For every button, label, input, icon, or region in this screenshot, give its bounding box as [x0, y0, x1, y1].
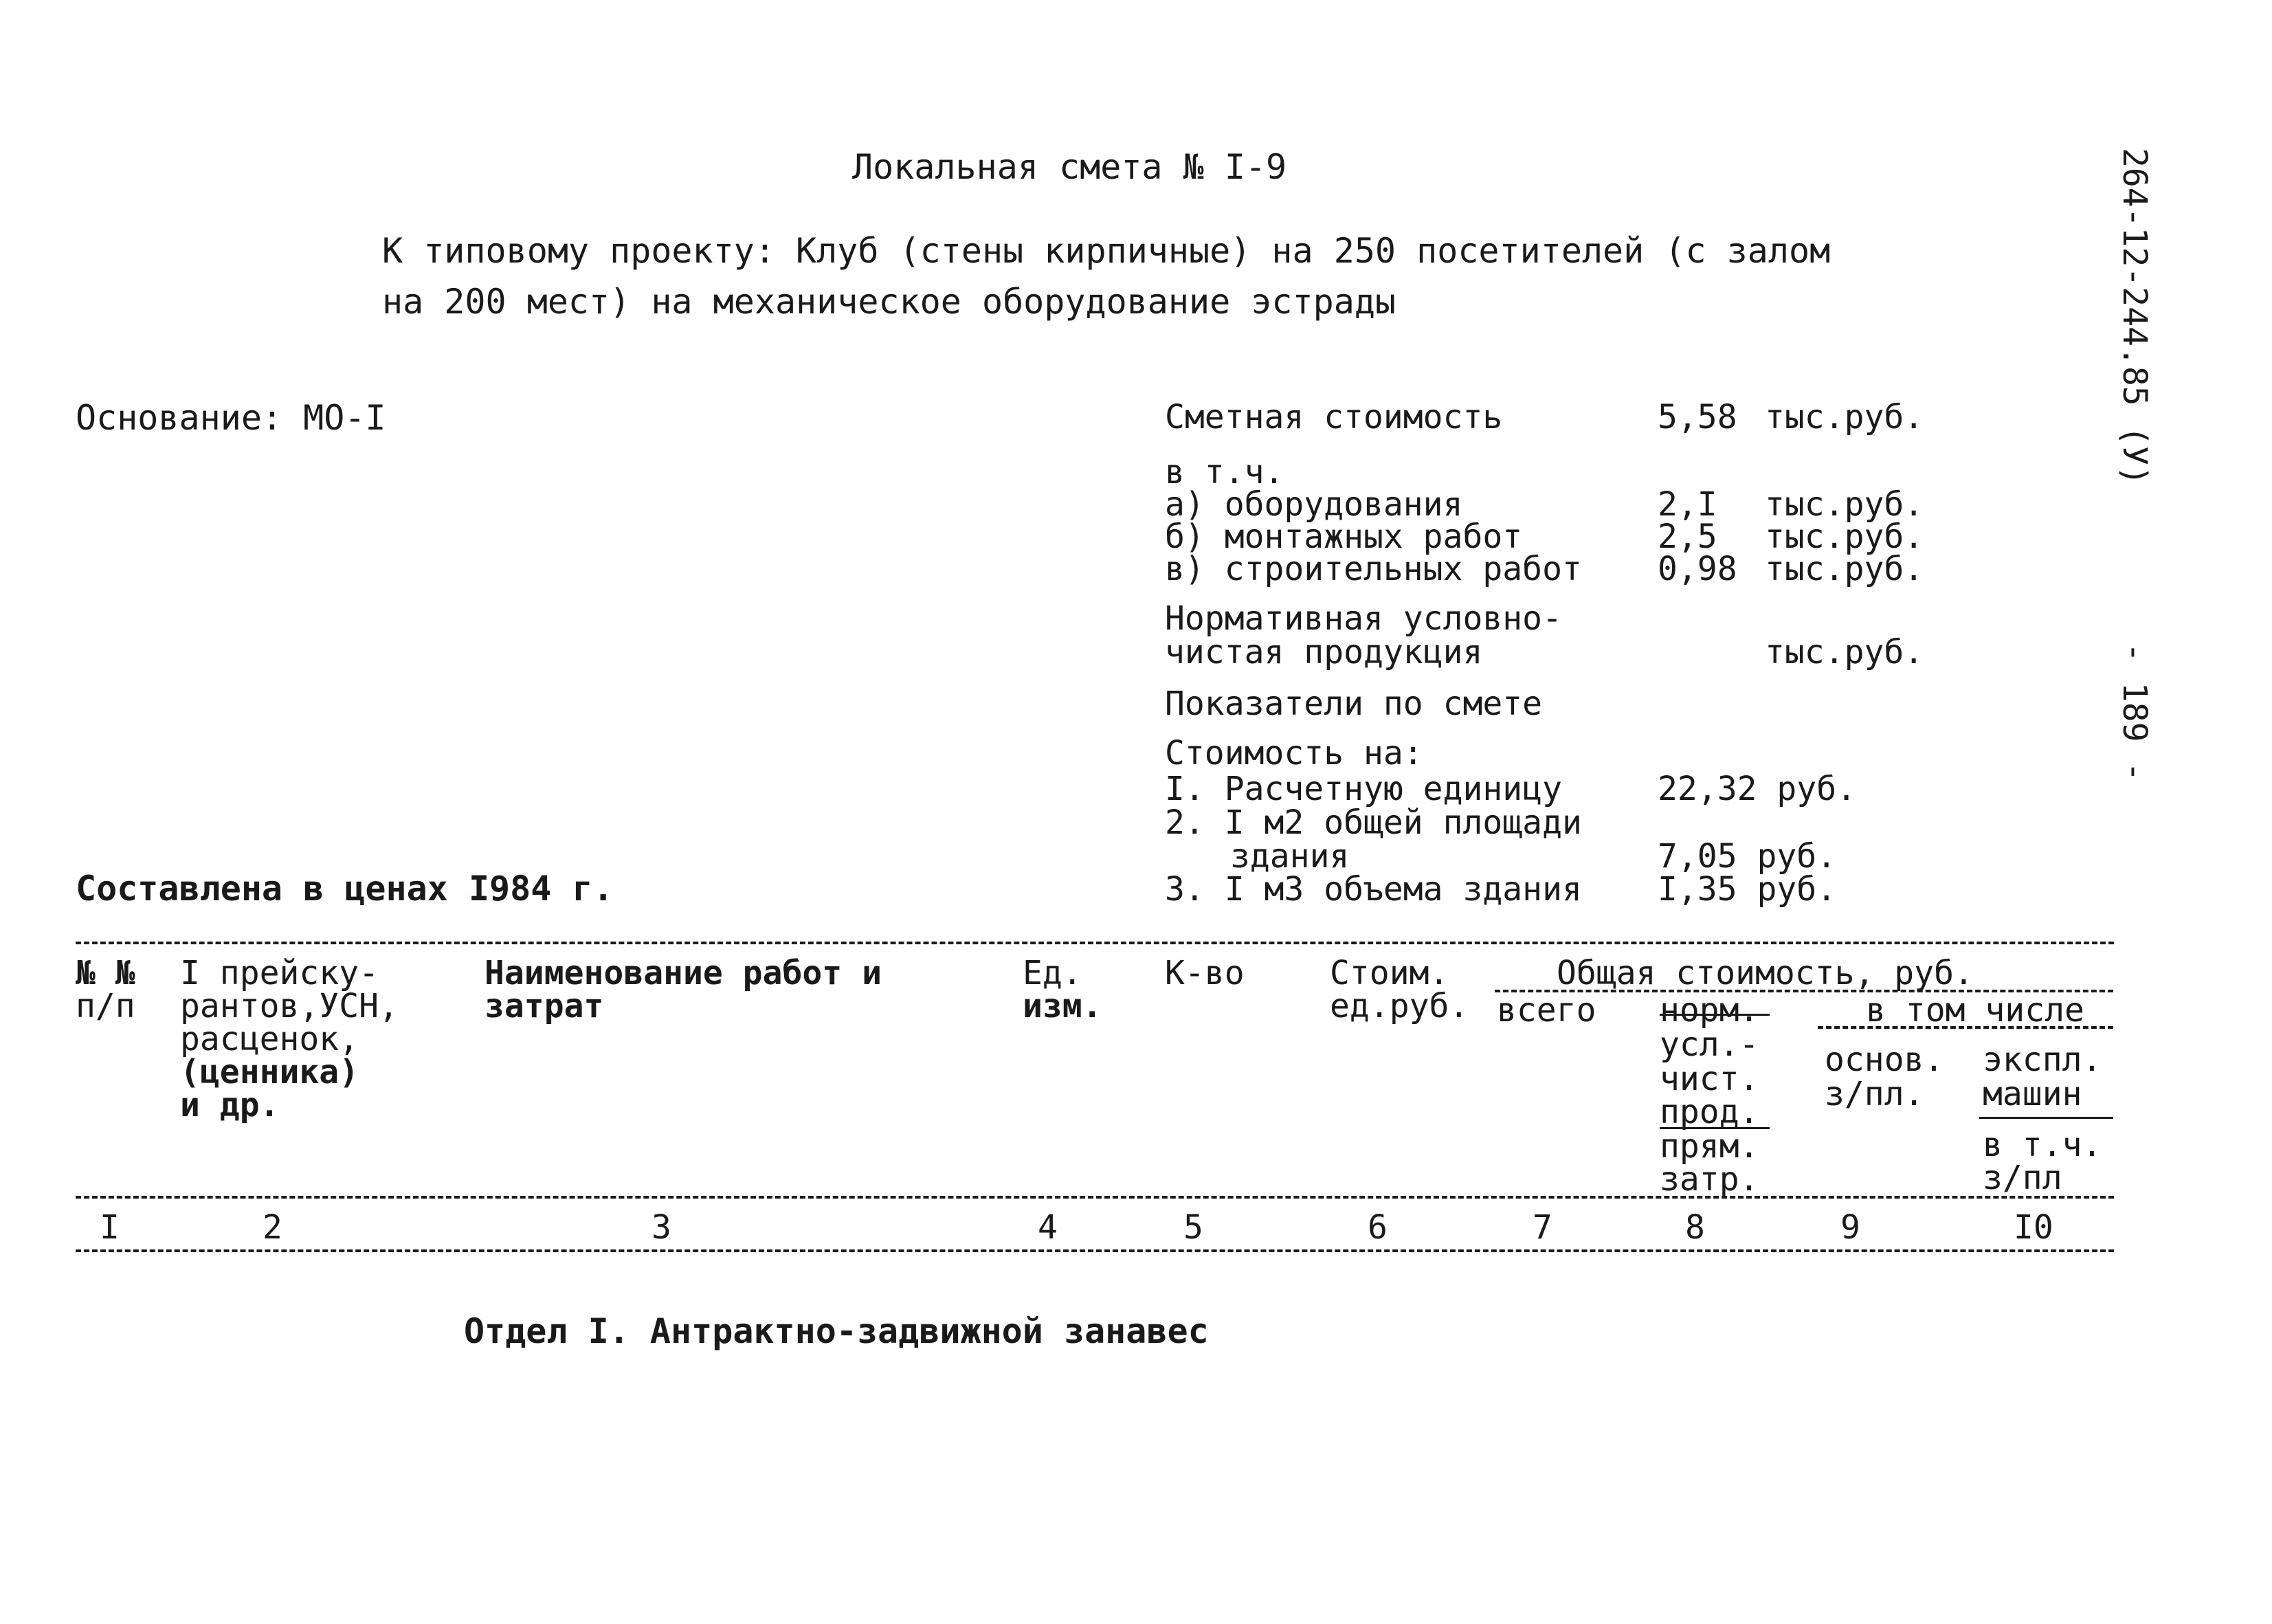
col-pricelist-line-5: и др. — [180, 1086, 280, 1124]
construction-value: 0,98 — [1658, 550, 1737, 588]
column-number-5: 5 — [1183, 1208, 1203, 1247]
column-number-9: 9 — [1840, 1208, 1860, 1247]
prices-year-label: Составлена в ценах I984 г. — [76, 869, 614, 909]
cost-per-label: Стоимость на: — [1165, 734, 1423, 772]
col-unit-line-2: изм. — [1023, 987, 1102, 1025]
side-page-number: - 189 - — [2115, 643, 2154, 782]
col-machines-line-2: машин — [1983, 1075, 2082, 1113]
table-header-bottom-rule — [76, 1196, 2114, 1199]
column-number-6: 6 — [1368, 1208, 1388, 1247]
col-number-header-line-2: п/п — [76, 987, 135, 1025]
normative-label-line-1: Нормативная условно- — [1165, 599, 1562, 638]
table-numbers-bottom-rule — [76, 1249, 2114, 1252]
column-number-1: I — [100, 1208, 120, 1247]
col-pricelist-line-4: (ценника) — [180, 1053, 359, 1091]
col-base-wage-line-1: основ. — [1825, 1041, 1944, 1079]
column-number-7: 7 — [1533, 1208, 1552, 1247]
column-number-8: 8 — [1685, 1208, 1705, 1247]
including-label: в т.ч. — [1165, 453, 1284, 491]
col-name-line-1: Наименование работ и — [485, 954, 882, 992]
basis-label: Основание: МО-I — [76, 398, 386, 438]
col-norm-line-1: норм. — [1660, 991, 1759, 1030]
per-m3-value: I,35 руб. — [1658, 870, 1837, 909]
per-unit-value: 22,32 руб. — [1658, 770, 1856, 808]
section-title: Отдел I. Антрактно-задвижной занавес — [464, 1311, 1209, 1351]
column-number-2: 2 — [263, 1208, 282, 1247]
normative-unit: тыс.руб. — [1765, 633, 1924, 671]
installation-unit: тыс.руб. — [1765, 518, 1924, 556]
col-unit-cost-line-1: Стоим. — [1330, 954, 1449, 992]
per-m2-label-line-2: здания — [1230, 837, 1350, 876]
col-norm-line-5: прям. — [1660, 1127, 1759, 1166]
per-m3-label: 3. I м3 объема здания — [1165, 870, 1582, 909]
col-machines-line-4: з/пл — [1983, 1159, 2062, 1197]
col-quantity: К-во — [1165, 954, 1245, 992]
equipment-value: 2,I — [1658, 485, 1717, 524]
col-pricelist-line-2: рантов,УСН, — [180, 987, 399, 1025]
column-number-4: 4 — [1038, 1208, 1058, 1247]
per-m2-label-line-1: 2. I м2 общей площади — [1165, 803, 1582, 842]
col-norm-line-3: чист. — [1660, 1060, 1759, 1098]
project-subject-line-2: на 200 мест) на механическое оборудование эстрады — [382, 282, 1396, 322]
col-pricelist-line-1: I прейску- — [180, 954, 379, 992]
normative-label-line-2: чистая продукция — [1165, 633, 1483, 671]
table-top-rule — [76, 942, 2114, 944]
col-pricelist-line-3: расценок, — [180, 1020, 359, 1058]
indicators-label: Показатели по смете — [1165, 685, 1543, 723]
construction-label: в) строительных работ — [1165, 550, 1582, 588]
col-norm-line-2: усл.- — [1660, 1025, 1759, 1064]
column-number-10: I0 — [2014, 1208, 2053, 1247]
construction-unit: тыс.руб. — [1765, 550, 1924, 588]
total-cost-header: Общая стоимость, руб. — [1557, 954, 1974, 992]
equipment-unit: тыс.руб. — [1765, 485, 1924, 524]
equipment-label: а) оборудования — [1165, 485, 1463, 524]
estimated-cost-unit: тыс.руб. — [1765, 398, 1924, 436]
per-unit-label: I. Расчетную единицу — [1165, 770, 1562, 808]
col-unit-line-1: Ед. — [1023, 954, 1082, 992]
installation-label: б) монтажных работ — [1165, 518, 1523, 556]
col-name-line-2: затрат — [485, 987, 604, 1025]
estimated-cost-value: 5,58 — [1658, 398, 1737, 436]
per-m2-value: 7,05 руб. — [1658, 837, 1837, 876]
including-header: в том числе — [1866, 991, 2084, 1030]
col-total: всего — [1497, 991, 1596, 1030]
col-number-header-line-1: № № — [76, 954, 135, 992]
document-title: Локальная смета № I-9 — [852, 147, 1287, 187]
col-unit-cost-line-2: ед.руб. — [1330, 987, 1469, 1025]
side-document-code: 264-12-244.85 (У) — [2115, 148, 2154, 486]
estimated-cost-label: Сметная стоимость — [1165, 398, 1503, 436]
machines-underline — [1979, 1117, 2113, 1119]
col-norm-line-4: прод. — [1660, 1093, 1759, 1131]
col-base-wage-line-2: з/пл. — [1825, 1075, 1924, 1113]
project-subject-line-1: К типовому проекту: Клуб (стены кирпичные) на 250 посетителей (с залом — [382, 231, 1831, 271]
col-norm-line-6: затр. — [1660, 1160, 1759, 1199]
col-machines-line-3: в т.ч. — [1983, 1126, 2102, 1164]
column-number-3: 3 — [651, 1208, 671, 1247]
installation-value: 2,5 — [1658, 518, 1717, 556]
col-machines-line-1: экспл. — [1983, 1041, 2102, 1079]
